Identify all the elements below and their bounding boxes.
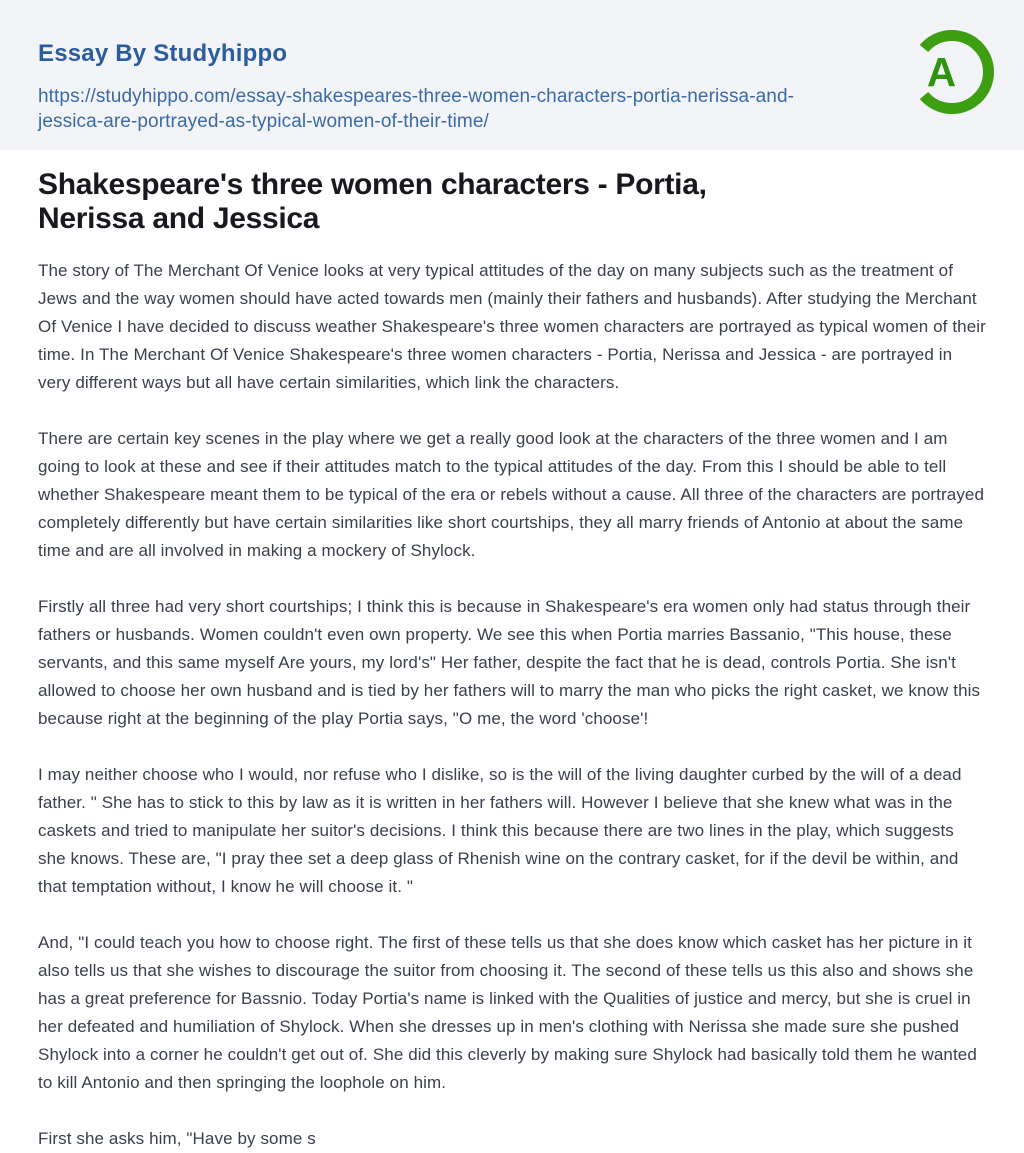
essay-paragraph: The story of The Merchant Of Venice looks at very typical attitudes of the day on many subjects such as the treatment of Jews and the way women should have acted towards men (mainly their fathers and husbands). After studying the Merchant Of Venice I have decided to discuss weather Shakespeare's three women characters are portrayed as typical women of their time. In The Merchant Of Venice Shakespeare's three women characters - Portia, Nerissa and Jessica - are portrayed in very different ways but all have certain similarities, which link the characters. [38,261,986,392]
essay-url-line-1: https://studyhippo.com/essay-shakespeares-three-women-characters-portia-nerissa-and- [38,86,795,107]
essay-paragraph: I may neither choose who I would, nor refuse who I dislike, so is the will of the living daughter curbed by the will of a dead father. " She has to stick to this by law as it is written in her fathers will. However I believe that she knew what was in the caskets and tried to manipulate her suitor's decisions. I think this because there are two lines in the play, which suggests she knows. These are, "I pray thee set a deep glass of Rhenish wine on the contrary casket, for if the devil be within, and that temptation without, I know he will choose it. " [38,765,962,896]
essay-title [38,168,986,236]
logo-arc-icon [908,28,996,116]
essay-content [0,150,1024,1153]
essay-paragraph: Firstly all three had very short courtships; I think this is because in Shakespeare's era women only had status through their fathers or husbands. Women couldn't even own property. We see this when Portia marries Bassanio, "This house, these servants, and this same myself Are yours, my lord's" Her father, despite the fact that he is dead, controls Portia. She isn't allowed to choose her own husband and is tied by her fathers will to marry the man who picks the right casket, we know this because right at the beginning of the play Portia says, "O me, the word 'choose'! [38,597,981,728]
essay-url-link[interactable] [38,84,894,134]
source-label: Essay By Studyhippo [38,40,288,67]
essay-title-line-1: Shakespeare's three women characters - Portia, [38,168,707,201]
studyhippo-logo [908,28,996,116]
essay-paragraph-truncated: First she asks him, "Have by some s [38,1129,316,1148]
logo-letter: A [926,49,957,96]
essay-paragraph: There are certain key scenes in the play where we get a really good look at the characters of the three women and I am going to look at these and see if their attitudes match to the typical attitudes of the day. From this I should be able to tell whether Shakespeare meant them to be typical of the era or rebels without a cause. All three of the characters are portrayed completely differently but have certain similarities like short courtships, they all marry friends of Antonio at about the same time and are all involved in making a mockery of Shylock. [38,429,985,560]
essay-url-line-2: jessica-are-portrayed-as-typical-women-of-their-time/ [38,111,489,132]
page-header [0,0,1024,150]
essay-paragraph: And, "I could teach you how to choose right. The first of these tells us that she does know which casket has her picture in it also tells us that she wishes to discourage the suitor from choosing it. The second of these tells us this also and shows she has a great preference for Bassnio. Today Portia's name is linked with the Qualities of justice and mercy, but she is cruel in her defeated and humiliation of Shylock. When she dresses up in men's clothing with Nerissa she made sure she pushed Shylock into a corner he couldn't get out of. She did this cleverly by making sure Shylock had basically told them he wanted to kill Antonio and then springing the loophole on him. [38,933,977,1092]
essay-title-line-2: Nerissa and Jessica [38,202,320,235]
